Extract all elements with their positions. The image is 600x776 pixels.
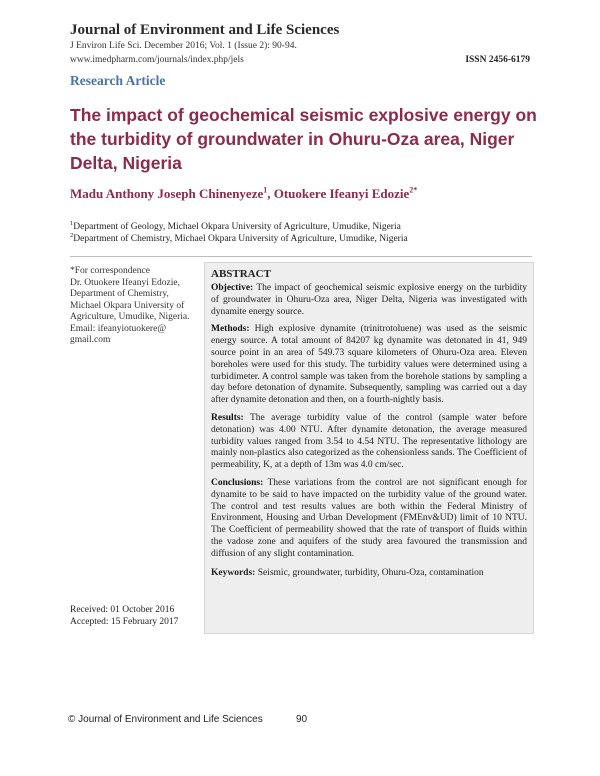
author-affiliation-mark: 1 [263,185,268,195]
affiliation-2 [70,231,408,244]
section-text: High explosive dynamite (trinitrotoluene) was used as the seismic energy source. A total amount of 84207 kg dynamite was detonated in 41, 949 source point in an area of 549.73 square kilometers of Ohuru-Oza area. Eleven boreholes were used for this study. The turbidity values were determined using a turbidimeter. A control sample was taken from the borehole stations by sampling a day before detonation of dynamite. Subsequently, sampling was carried out a day after dynamite detonation and then, on a fourth-nightly basis. [211,324,527,406]
correspondence-label: *For correspondence [70,266,150,276]
correspondence-block [70,266,198,347]
section-text: The impact of geochemical seismic explosive energy on the turbidity of groundwater in Ohuru-Oza area, Niger Delta, Nigeria was investigated with dynamite energy source. [211,283,527,317]
correspondence-line: Department of Chemistry, [70,289,169,299]
section-text: These variations from the control are not significant enough for dynamite to be said to have impacted on the turbidity value of the ground water. The control and test results values are both within the Federal Ministry of Environment, Housing and Urban Development (FMEnv&UD) limit of 10 NTU. The Coefficient of permeability showed that the rate of transport of fluids within the vadose zone and aquifers of the study area favoured the transmission and diffusion of any slight contamination. [211,477,527,559]
author-name: Madu Anthony Joseph Chinenyeze [70,186,264,201]
page-number: 90 [296,714,308,725]
authors [70,186,417,202]
section-label: Results: [211,412,244,423]
paper-title: The impact of geochemical seismic explosive energy on the turbidity of groundwater in Ohuru-Oza area, Niger Delta, Nigeria [70,105,537,173]
author-name: Otuokere Ifeanyi Edozie [273,186,410,201]
footer-copyright: © Journal of Environment and Life Sciences [68,714,263,725]
correspondence-email[interactable]: Email: ifeanyiotuokere@ [70,323,167,334]
received-date: Received: 01 October 2016 [70,605,175,615]
correspondence-email[interactable]: gmail.com [70,335,111,345]
section-label: Objective: [211,283,254,293]
abstract-objective [211,283,527,318]
journal-citation: J Environ Life Sci. December 2016; Vol. 1 (Issue 2): 90-94. [70,41,297,51]
affiliation-mark: 1 [70,219,74,227]
keywords [211,567,527,579]
section-label: Methods: [211,324,250,335]
section-text: The average turbidity value of the control (sample water before detonation) was 4.00 NTU. After dynamite detonation, the average measured turbidity values ranged from 3.54 to 4.54 NTU. The representative lithology are mainly non-plastics also categorized as the cohensionless sands. The Coefficient of permeability, K, at a depth of 13m was 4.0 cm/sec. [211,412,527,471]
affiliation-mark: 2 [70,231,74,239]
issn: ISSN 2456-6179 [465,55,530,65]
abstract-conclusions [211,478,527,561]
author-separator: , [267,186,274,201]
correspondence-line: Michael Okpara University of [70,300,185,311]
article-type: Research Article [70,73,166,88]
journal-url[interactable]: www.imedpharm.com/journals/index.php/jels [70,55,244,65]
journal-title: Journal of Environment and Life Sciences [70,22,340,38]
correspondence-line: Agriculture, Umudike, Nigeria. [70,312,190,322]
abstract-heading: ABSTRACT [211,268,271,280]
affiliation-text: Department of Chemistry, Michael Okpara University of Agriculture, Umudike, Nigeria [73,234,408,244]
affiliation-1 [70,219,401,232]
abstract-methods [211,324,527,407]
abstract-results [211,413,527,472]
keywords-label: Keywords: [211,567,256,578]
author-affiliation-mark: 2* [409,185,418,195]
correspondence-line: Dr. Otuokere Ifeanyi Edozie, [70,277,180,288]
abstract-box [204,262,534,634]
dates-block [70,604,198,628]
section-label: Conclusions: [211,477,264,488]
affiliation-text: Department of Geology, Michael Okpara University of Agriculture, Umudike, Nigeria [73,222,401,232]
divider [70,256,532,257]
accepted-date: Accepted: 15 February 2017 [70,617,179,627]
keywords-text: Seismic, groundwater, turbidity, Ohuru-Oza, contamination [255,567,484,578]
